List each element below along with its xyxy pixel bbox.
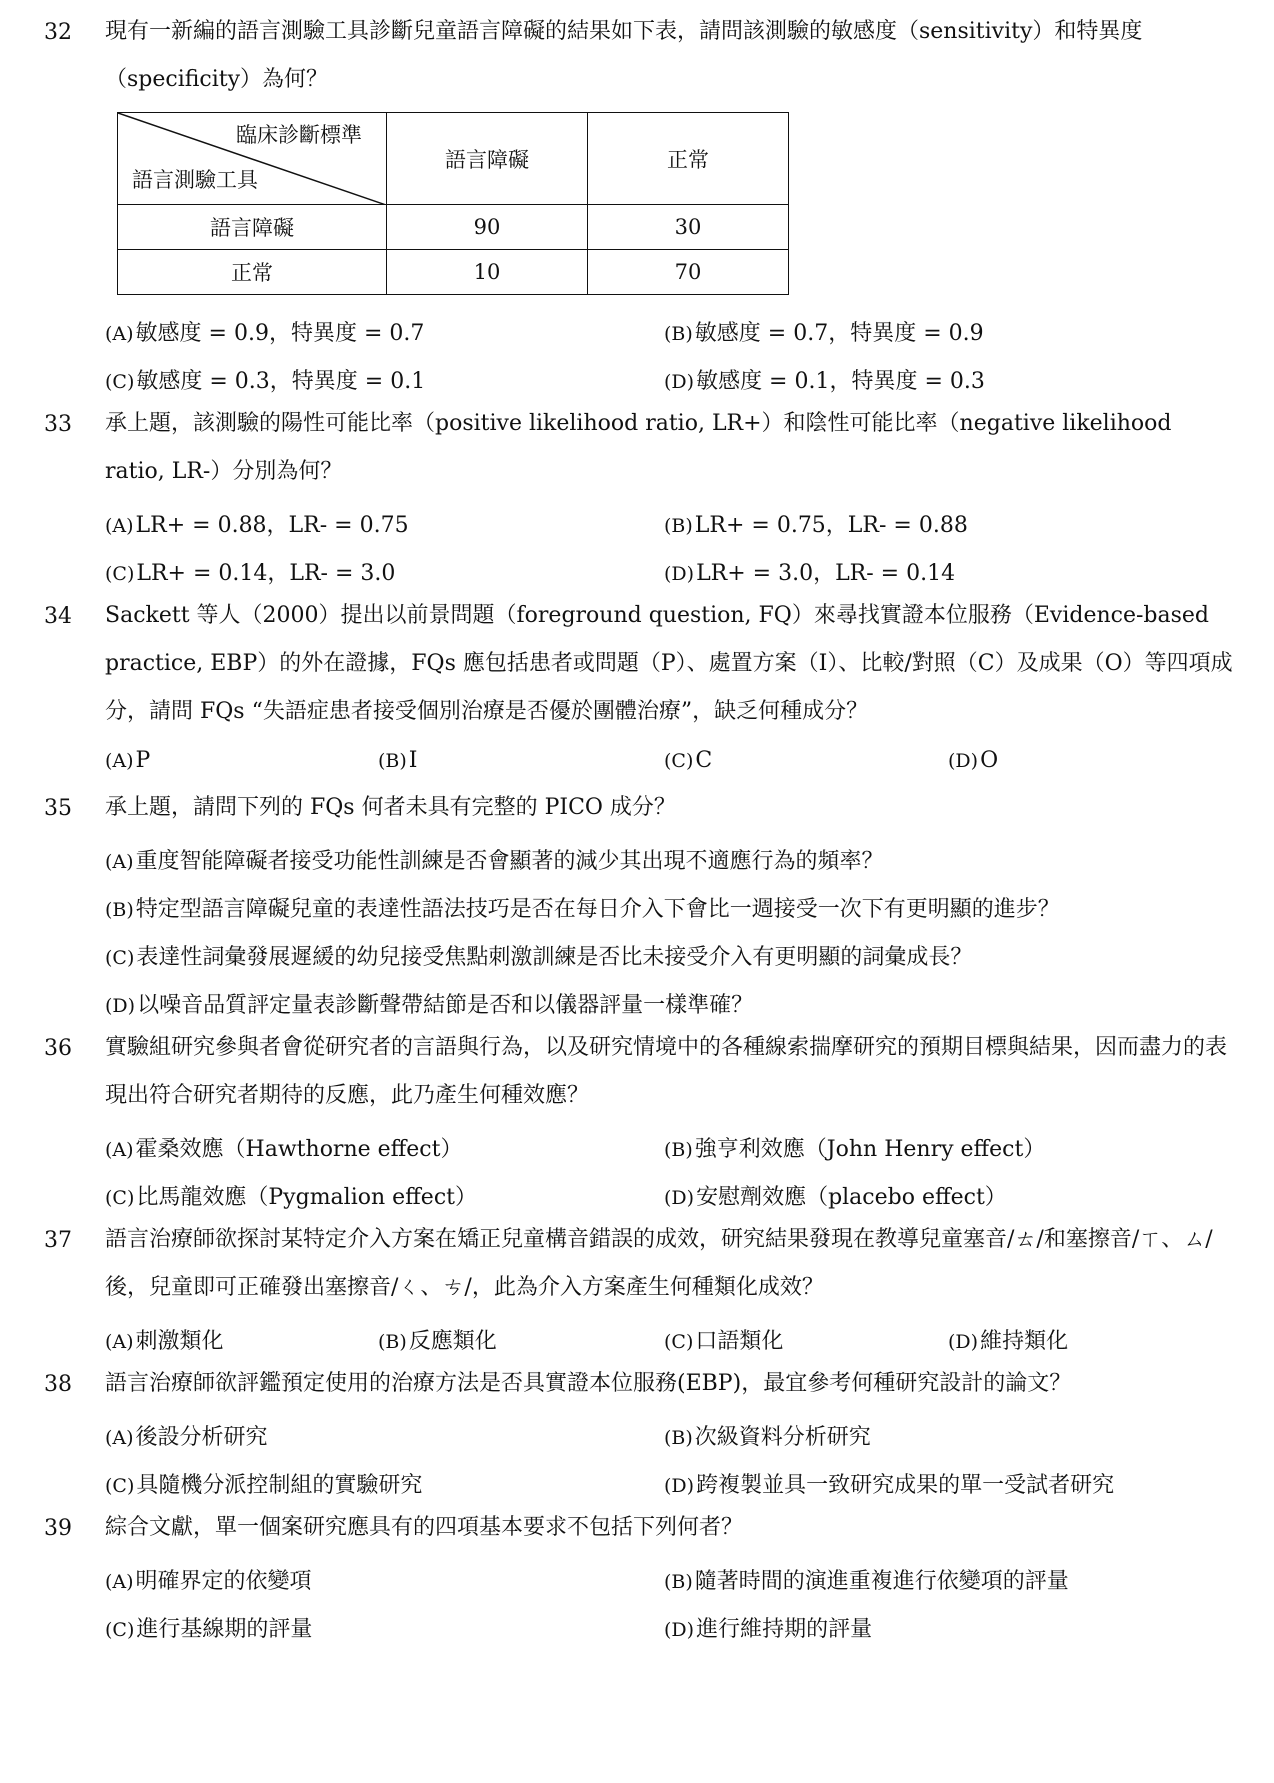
option-text: 刺激類化	[135, 1329, 224, 1354]
option-letter: (B)	[664, 323, 693, 345]
option-b[interactable]	[105, 892, 1060, 923]
option-text: I	[408, 748, 418, 773]
option-c[interactable]	[105, 940, 972, 971]
option-text: 敏感度 = 0.1，特異度 = 0.3	[696, 369, 985, 394]
option-b[interactable]	[664, 1564, 1069, 1595]
option-text: 具隨機分派控制組的實驗研究	[136, 1473, 423, 1498]
question-text: 承上題，該測驗的陽性可能比率（positive likelihood ratio, LR+）和陰性可能比率（negative likelihood ratio, LR-）分別為何？	[105, 411, 1172, 484]
option-a[interactable]	[105, 1324, 224, 1355]
option-d[interactable]	[948, 748, 998, 773]
option-letter: (D)	[664, 563, 695, 585]
option-a[interactable]	[105, 1420, 268, 1451]
option-d[interactable]	[948, 1324, 1068, 1355]
option-letter: (C)	[105, 563, 135, 585]
option-a[interactable]	[105, 1564, 312, 1595]
option-text: 後設分析研究	[135, 1425, 268, 1450]
option-c[interactable]	[105, 1180, 477, 1211]
option-text: P	[135, 748, 151, 773]
options-row	[0, 1420, 1274, 1454]
option-c[interactable]	[664, 748, 712, 773]
option-text: 強亨利效應（John Henry effect）	[694, 1137, 1046, 1162]
options-row	[0, 508, 1274, 542]
option-letter: (C)	[105, 947, 135, 969]
question-text: Sackett 等人（2000）提出以前景問題（foreground question, FQ）來尋找實證本位服務（Evidence-based practice, EBP）的外在證據，FQs 應包括患者或問題（P）、處置方案（I）、比較/對照（C）及成果（O）等四項成分，請問 FQs “失語症患者接受個別治療是否優於團體治療”，缺乏何種成分？	[105, 603, 1233, 724]
option-text: 口語類化	[695, 1329, 784, 1354]
option-text: 敏感度 = 0.7，特異度 = 0.9	[694, 321, 984, 346]
corner-bottom-label: 語言測驗工具	[132, 168, 258, 192]
table-row	[118, 205, 789, 250]
column-header: 語言障礙	[387, 113, 588, 205]
option-a[interactable]	[105, 844, 884, 875]
options-row	[0, 316, 1274, 350]
options-row	[0, 1612, 1274, 1646]
row-label: 正常	[118, 250, 387, 295]
options-row	[0, 1180, 1274, 1214]
option-letter: (C)	[105, 1187, 135, 1209]
options-row	[0, 988, 1274, 1022]
options-row	[0, 844, 1274, 878]
option-letter: (D)	[664, 371, 695, 393]
option-letter: (C)	[664, 750, 694, 772]
question-text: 綜合文獻，單一個案研究應具有的四項基本要求不包括下列何者？	[105, 1515, 744, 1540]
option-letter: (A)	[105, 1571, 134, 1593]
option-letter: (C)	[105, 1619, 135, 1641]
option-letter: (A)	[105, 1139, 134, 1161]
option-text: O	[980, 748, 999, 773]
options-row	[0, 1324, 1274, 1358]
option-text: 安慰劑效應（placebo effect）	[696, 1185, 1007, 1210]
question-number: 35	[44, 796, 72, 821]
option-letter: (D)	[948, 1331, 979, 1353]
option-letter: (A)	[105, 1331, 134, 1353]
option-letter: (C)	[105, 1475, 135, 1497]
question-text: 現有一新編的語言測驗工具診斷兒童語言障礙的結果如下表，請問該測驗的敏感度（sensitivity）和特異度（specificity）為何？	[105, 19, 1143, 92]
options-row	[0, 1468, 1274, 1502]
column-header: 正常	[588, 113, 789, 205]
option-b[interactable]	[664, 1132, 1045, 1163]
option-text: 敏感度 = 0.3，特異度 = 0.1	[136, 369, 426, 394]
option-letter: (B)	[664, 515, 693, 537]
option-letter: (A)	[105, 750, 134, 772]
option-letter: (B)	[378, 750, 407, 772]
option-d[interactable]	[664, 1468, 1114, 1499]
option-d[interactable]	[664, 556, 955, 587]
option-b[interactable]	[378, 1324, 497, 1355]
option-text: 霍桑效應（Hawthorne effect）	[135, 1137, 463, 1162]
options-row	[0, 556, 1274, 590]
table-cell: 30	[588, 205, 789, 250]
option-text: 以噪音品質評定量表診斷聲帶結節是否和以儀器評量一樣準確？	[137, 993, 754, 1018]
options-row	[0, 940, 1274, 974]
options-row	[0, 364, 1274, 398]
option-letter: (B)	[378, 1331, 407, 1353]
option-a[interactable]	[105, 508, 409, 539]
option-text: 敏感度 = 0.9，特異度 = 0.7	[135, 321, 425, 346]
row-label: 語言障礙	[118, 205, 387, 250]
table-cell: 10	[387, 250, 588, 295]
question-number: 32	[44, 20, 72, 45]
options-row	[0, 1132, 1274, 1166]
option-letter: (B)	[105, 899, 134, 921]
option-d[interactable]	[105, 988, 753, 1019]
option-b[interactable]	[664, 316, 984, 347]
option-letter: (A)	[105, 1427, 134, 1449]
option-d[interactable]	[664, 364, 985, 395]
option-letter: (D)	[948, 750, 979, 772]
option-c[interactable]	[105, 1468, 422, 1499]
question-number: 33	[44, 412, 72, 437]
question-text: 語言治療師欲探討某特定介入方案在矯正兒童構音錯誤的成效，研究結果發現在教導兒童塞音/ㄊ/和塞擦音/ㄒ、ㄙ/後，兒童即可正確發出塞擦音/ㄑ、ㄘ/，此為介入方案產生何種類化成效？	[105, 1227, 1213, 1300]
options-row	[0, 748, 1274, 782]
option-letter: (A)	[105, 515, 134, 537]
option-text: 特定型語言障礙兒童的表達性語法技巧是否在每日介入下會比一週接受一次下有更明顯的進步？	[135, 897, 1060, 922]
question-text: 實驗組研究參與者會從研究者的言語與行為，以及研究情境中的各種線索揣摩研究的預期目標與結果，因而盡力的表現出符合研究者期待的反應，此乃產生何種效應？	[105, 1035, 1228, 1108]
option-text: LR+ = 0.14，LR- = 3.0	[136, 561, 396, 586]
option-letter: (A)	[105, 323, 134, 345]
option-d[interactable]	[664, 1612, 872, 1643]
diagnosis-table	[117, 112, 789, 295]
option-letter: (C)	[105, 371, 135, 393]
option-c[interactable]	[105, 1612, 312, 1643]
option-letter: (B)	[664, 1139, 693, 1161]
table-cell: 70	[588, 250, 789, 295]
option-c[interactable]	[664, 1324, 783, 1355]
option-text: 隨著時間的演進重複進行依變項的評量	[694, 1569, 1069, 1594]
option-a[interactable]	[105, 748, 150, 773]
option-text: 跨複製並具一致研究成果的單一受試者研究	[696, 1473, 1115, 1498]
option-text: LR+ = 3.0，LR- = 0.14	[696, 561, 956, 586]
option-c[interactable]	[105, 364, 425, 395]
options-row	[0, 892, 1274, 926]
option-letter: (B)	[664, 1571, 693, 1593]
table-cell: 90	[387, 205, 588, 250]
option-text: C	[695, 748, 713, 773]
option-letter: (D)	[105, 995, 136, 1017]
option-text: LR+ = 0.75，LR- = 0.88	[694, 513, 968, 538]
question-number: 38	[44, 1372, 72, 1397]
option-text: 進行基線期的評量	[136, 1617, 313, 1642]
option-letter: (D)	[664, 1619, 695, 1641]
question-text: 語言治療師欲評鑑預定使用的治療方法是否具實證本位服務(EBP)，最宜參考何種研究設計的論文？	[105, 1371, 1072, 1396]
option-d[interactable]	[664, 1180, 1007, 1211]
option-text: 次級資料分析研究	[694, 1425, 871, 1450]
option-text: 明確界定的依變項	[135, 1569, 312, 1594]
option-letter: (D)	[664, 1187, 695, 1209]
question-number: 39	[44, 1516, 72, 1541]
option-b[interactable]	[664, 508, 968, 539]
option-text: 反應類化	[408, 1329, 497, 1354]
option-b[interactable]	[378, 748, 418, 773]
question-text: 承上題，請問下列的 FQs 何者未具有完整的 PICO 成分？	[105, 795, 676, 820]
option-b[interactable]	[664, 1420, 871, 1451]
question-number: 36	[44, 1036, 72, 1061]
option-letter: (C)	[664, 1331, 694, 1353]
option-text: 進行維持期的評量	[696, 1617, 873, 1642]
option-letter: (D)	[664, 1475, 695, 1497]
option-a[interactable]	[105, 1132, 462, 1163]
corner-top-label: 臨床診斷標準	[236, 123, 362, 147]
table-row	[118, 250, 789, 295]
option-letter: (B)	[664, 1427, 693, 1449]
option-letter: (A)	[105, 851, 134, 873]
options-row	[0, 1564, 1274, 1598]
option-text: 維持類化	[980, 1329, 1069, 1354]
table-corner-cell	[118, 113, 387, 205]
option-a[interactable]	[105, 316, 424, 347]
option-text: 重度智能障礙者接受功能性訓練是否會顯著的減少其出現不適應行為的頻率？	[135, 849, 884, 874]
option-text: 表達性詞彙發展遲緩的幼兒接受焦點刺激訓練是否比未接受介入有更明顯的詞彙成長？	[136, 945, 973, 970]
option-text: LR+ = 0.88，LR- = 0.75	[135, 513, 409, 538]
option-text: 比馬龍效應（Pygmalion effect）	[136, 1185, 477, 1210]
question-number: 37	[44, 1228, 72, 1253]
option-c[interactable]	[105, 556, 395, 587]
question-number: 34	[44, 604, 72, 629]
